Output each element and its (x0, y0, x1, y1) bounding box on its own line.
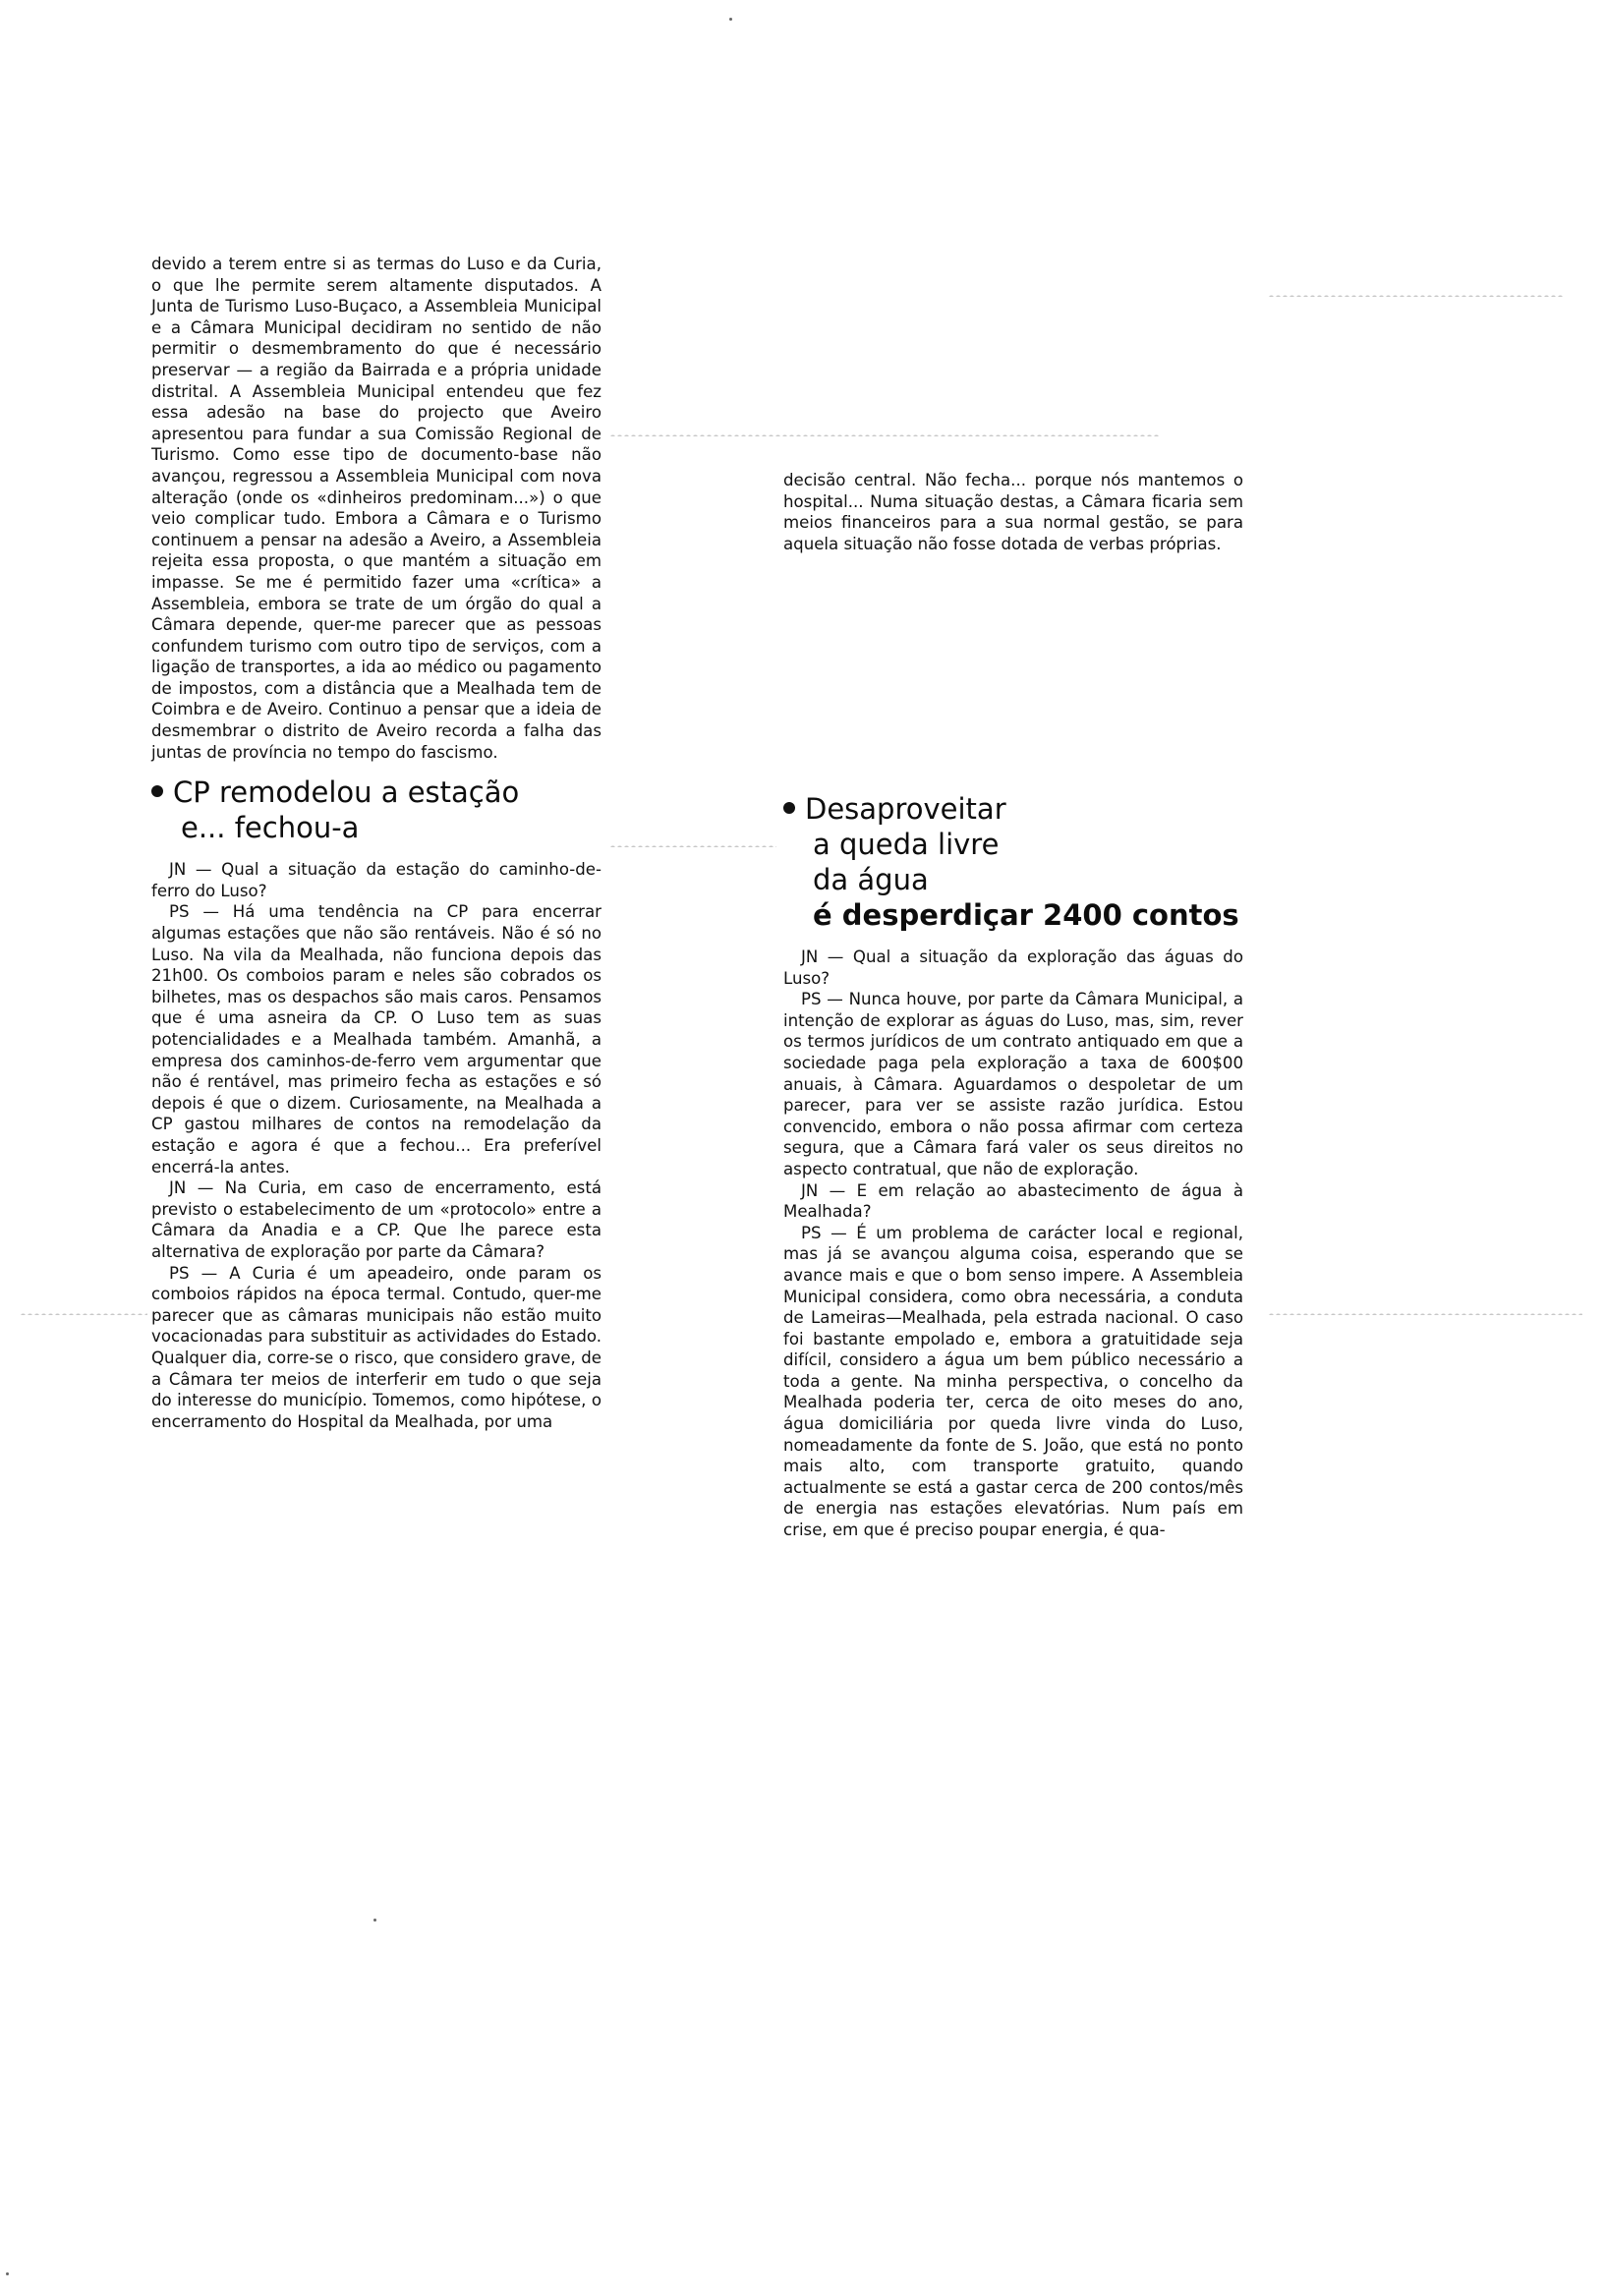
bullet-icon (151, 785, 163, 797)
scan-noise (609, 434, 1160, 436)
body-paragraph: devido a terem entre si as termas do Luso e da Curia, o que lhe permite serem altamente disputados. A Junta de Turismo Luso-Buçaco, a Assembleia Municipal e a Câmara Municipal decidiram no sentido de não permitir o desmembramento do que é necessário preservar — a região da Bairrada e a própria unidade distrital. A Assembleia Municipal entendeu que fez essa adesão na base do projecto que Aveiro apresentou para fundar a sua Comissão Regional de Turismo. Como esse tipo de documento-base não avançou, regressou a Assembleia Municipal com nova alteração (onde os «dinheiros predominam...») o que veio complicar tudo. Embora a Câmara e o Turismo continuem a pensar na adesão a Aveiro, a Assembleia rejeita essa proposta, o que mantém a situação em impasse. Se me é permitido fazer uma «crítica» a Assembleia, embora se trate de um órgão do qual a Câmara depende, quer-me parecer que as pessoas confundem turismo com outro tipo de serviços, com a ligação de transportes, a ida ao médico ou pagamento de impostos, com a distância que a Mealhada tem de Coimbra e de Aveiro. Continuo a pensar que a ideia de desmembrar o distrito de Aveiro recorda a falha das juntas de província no tempo do fascismo. (151, 255, 602, 762)
section-heading-agua: Desaproveitar a queda livre da água é desperdiçar 2400 contos (783, 791, 1243, 933)
scan-noise (1268, 295, 1563, 297)
article-left-column (151, 254, 602, 1432)
bullet-icon (783, 802, 795, 814)
section-heading-cp: CP remodelou a estação e... fechou-a (151, 775, 602, 845)
scan-noise (6, 2272, 9, 2275)
answer-paragraph: PS — Nunca houve, por parte da Câmara Municipal, a intenção de explorar as águas do Luso, mas, sim, rever os termos jurídicos de um contrato antiquado em que a sociedade paga pela exploração a taxa de 600$00 anuais, à Câmara. Aguardamos o despoletar de um parecer, para ver se assiste razão jurídica. Estou convencido, embora o não possa afirmar com certeza segura, que a Câmara fará valer os seus direitos no aspecto contratual, que não de exploração. (783, 990, 1243, 1178)
question-paragraph: JN — Qual a situação da estação do caminho-de-ferro do Luso? (151, 860, 602, 900)
scan-noise (20, 1313, 147, 1315)
question-paragraph: JN — Na Curia, em caso de encerramento, está previsto o estabelecimento de um «protocolo» entre a Câmara da Anadia e a CP. Que lhe parece esta alternativa de exploração por parte da Câmara? (151, 1178, 602, 1261)
body-paragraph: decisão central. Não fecha... porque nós mantemos o hospital... Numa situação destas, a Câmara ficaria sem meios financeiros para a sua normal gestão, se para aquela situação não fosse dotada de verbas próprias. (783, 471, 1243, 553)
question-paragraph: JN — Qual a situação da exploração das águas do Luso? (783, 947, 1243, 988)
article-right-column-bottom (783, 791, 1243, 1541)
answer-paragraph: PS — É um problema de carácter local e regional, mas já se avançou alguma coisa, esperando que se avance mais e que o bom senso impere. A Assembleia Municipal considera, como obra necessária, a conduta de Lameiras—Mealhada, pela estrada nacional. O caso foi bastante empolado e, embora a gratuitidade seja difícil, considero a água um bem público necessário a toda a gente. Na minha perspectiva, o concelho da Mealhada poderia ter, cerca de oito meses do ano, água domiciliária por queda livre vinda do Luso, nomeadamente da fonte de S. João, que está no ponto mais alto, com transporte gratuito, quando actualmente se está a gastar cerca de 200 contos/mês de energia nas estações elevatórias. Num país em crise, em que é preciso poupar energia, é qua- (783, 1223, 1243, 1540)
question-paragraph: JN — E em relação ao abastecimento de água à Mealhada? (783, 1180, 1243, 1222)
article-right-column-top (783, 470, 1243, 554)
answer-paragraph: PS — Há uma tendência na CP para encerrar algumas estações que não são rentáveis. Não é só no Luso. Na vila da Mealhada, não funciona depois das 21h00. Os comboios param e neles são cobrados os bilhetes, mas os despachos são mais caros. Pensamos que é uma asneira da CP. O Luso tem as suas potencialidades e a Mealhada também. Amanhã, a empresa dos caminhos-de-ferro vem argumentar que não é rentável, mas primeiro fecha as estações e só depois é que o dizem. Curiosamente, na Mealhada a CP gastou milhares de contos na remodelação da estação e agora é que a fechou... Era preferível encerrá-la antes. (151, 902, 602, 1177)
scan-noise (609, 845, 776, 847)
scan-noise (1268, 1313, 1582, 1315)
scan-noise (373, 1919, 376, 1922)
scan-noise (729, 18, 732, 21)
answer-paragraph: PS — A Curia é um apeadeiro, onde param os comboios rápidos na época termal. Contudo, quer-me parecer que as câmaras municipais não estão muito vocacionadas para substituir as actividades do Estado. Qualquer dia, corre-se o risco, que considero grave, de a Câmara ter meios de interferir em tudo o que seja do interesse do município. Tomemos, como hipótese, o encerramento do Hospital da Mealhada, por uma (151, 1263, 602, 1431)
